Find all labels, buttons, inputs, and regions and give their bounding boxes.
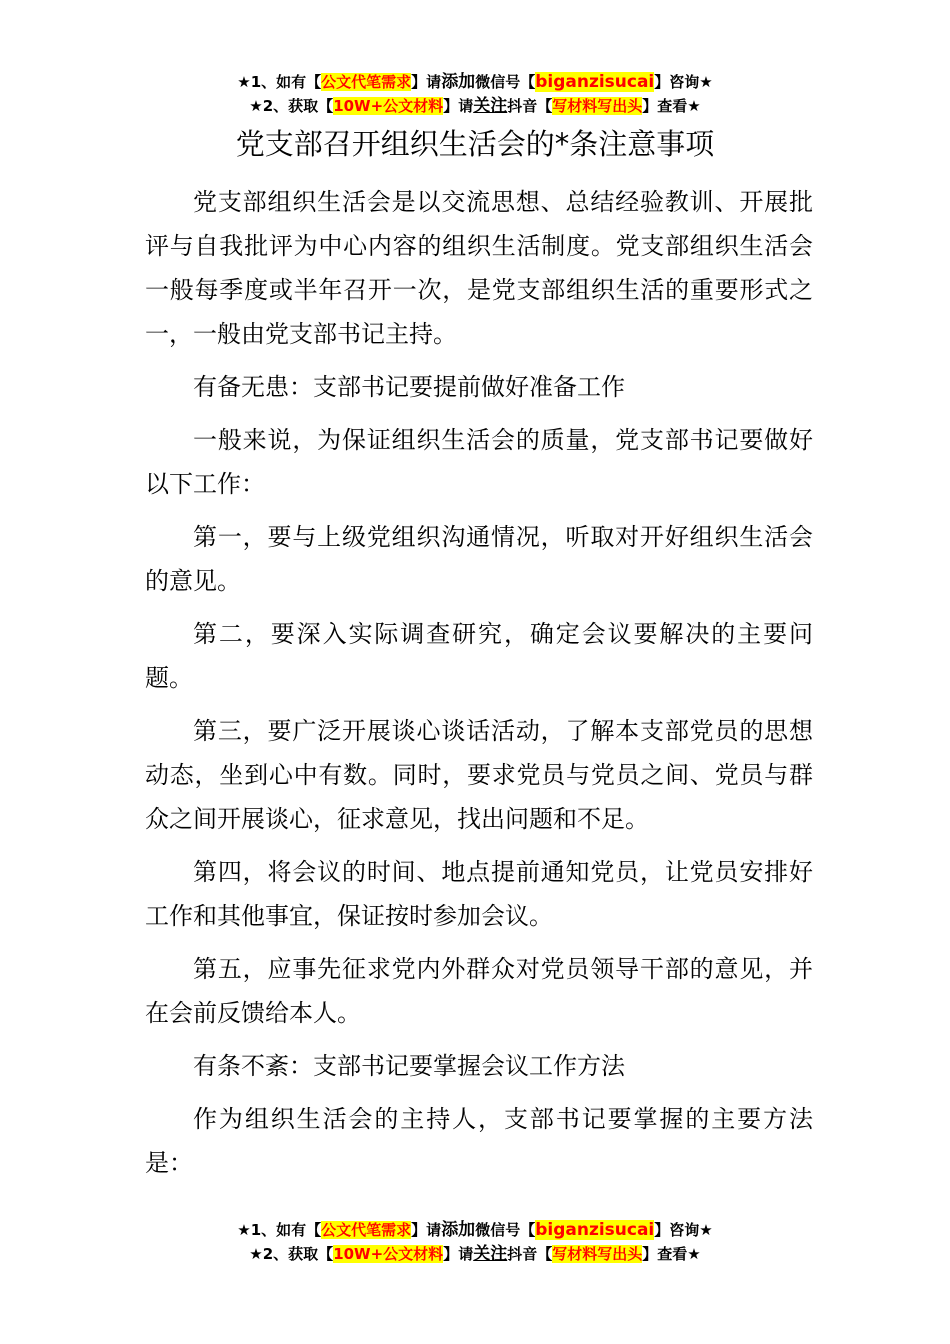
section-heading: 有备无患：支部书记要提前做好准备工作 <box>193 373 625 401</box>
ad-text: 】请 <box>443 1245 474 1263</box>
ad-emphasis: 关注 <box>473 1244 508 1264</box>
ad-text: 】咨询★ <box>654 73 713 91</box>
paragraph: 第四，将会议的时间、地点提前通知党员，让党员安排好工作和其他事宜，保证按时参加会议。 <box>145 858 813 930</box>
ad-text: 】请 <box>443 97 474 115</box>
ad-text: 抖音【 <box>507 1245 553 1263</box>
ad-text: 】查看★ <box>642 97 701 115</box>
ad-line-1 <box>0 70 950 94</box>
ad-highlight-materials: 10W+公文材料 <box>333 97 444 115</box>
ad-highlight-materials: 10W+公文材料 <box>333 1245 444 1263</box>
ad-line-2 <box>0 94 950 118</box>
ad-text: 微信号【 <box>475 73 536 91</box>
ad-text: 】查看★ <box>642 1245 701 1263</box>
section-heading: 有条不紊：支部书记要掌握会议工作方法 <box>193 1052 625 1080</box>
ad-text: 】请 <box>411 1221 442 1239</box>
paragraph: 一般来说，为保证组织生活会的质量，党支部书记要做好以下工作： <box>145 426 813 498</box>
ad-line-1 <box>0 1218 950 1242</box>
ad-highlight-douyin: 写材料写出头 <box>552 97 643 115</box>
ad-text: 】请 <box>411 73 442 91</box>
ad-text: ★2、获取【 <box>249 1245 334 1263</box>
paragraph: 第五，应事先征求党内外群众对党员领导干部的意见，并在会前反馈给本人。 <box>145 955 813 1027</box>
paragraph: 党支部组织生活会是以交流思想、总结经验教训、开展批评与自我批评为中心内容的组织生活制度。党支部组织生活会一般每季度或半年召开一次，是党支部组织生活的重要形式之一，一般由党支部书记主持。 <box>145 188 813 348</box>
ad-emphasis: 关注 <box>473 96 508 116</box>
ad-highlight-wechat-id: biganzisucai <box>535 1220 655 1240</box>
document-title: 党支部召开组织生活会的*条注意事项 <box>235 127 715 161</box>
paragraph: 第三，要广泛开展谈心谈话活动，了解本支部党员的思想动态，坐到心中有数。同时，要求党员与党员之间、党员与群众之间开展谈心，征求意见，找出问题和不足。 <box>145 717 813 833</box>
document-body <box>145 180 813 1194</box>
ad-emphasis: 添加 <box>441 72 476 92</box>
ad-text: ★2、获取【 <box>249 97 334 115</box>
ad-text: 抖音【 <box>507 97 553 115</box>
ad-line-2 <box>0 1242 950 1266</box>
ad-highlight-douyin: 写材料写出头 <box>552 1245 643 1263</box>
ad-highlight-service: 公文代笔需求 <box>321 73 412 91</box>
ad-highlight-service: 公文代笔需求 <box>321 1221 412 1239</box>
paragraph: 第一，要与上级党组织沟通情况，听取对开好组织生活会的意见。 <box>145 523 813 595</box>
ad-text: ★1、如有【 <box>237 73 322 91</box>
ad-highlight-wechat-id: biganzisucai <box>535 72 655 92</box>
header-ad-banner <box>0 70 950 118</box>
footer-ad-banner <box>0 1218 950 1266</box>
paragraph: 作为组织生活会的主持人，支部书记要掌握的主要方法是： <box>145 1105 813 1177</box>
ad-text: 微信号【 <box>475 1221 536 1239</box>
ad-text: 】咨询★ <box>654 1221 713 1239</box>
ad-emphasis: 添加 <box>441 1220 476 1240</box>
ad-text: ★1、如有【 <box>237 1221 322 1239</box>
paragraph: 第二，要深入实际调查研究，确定会议要解决的主要问题。 <box>145 620 813 692</box>
